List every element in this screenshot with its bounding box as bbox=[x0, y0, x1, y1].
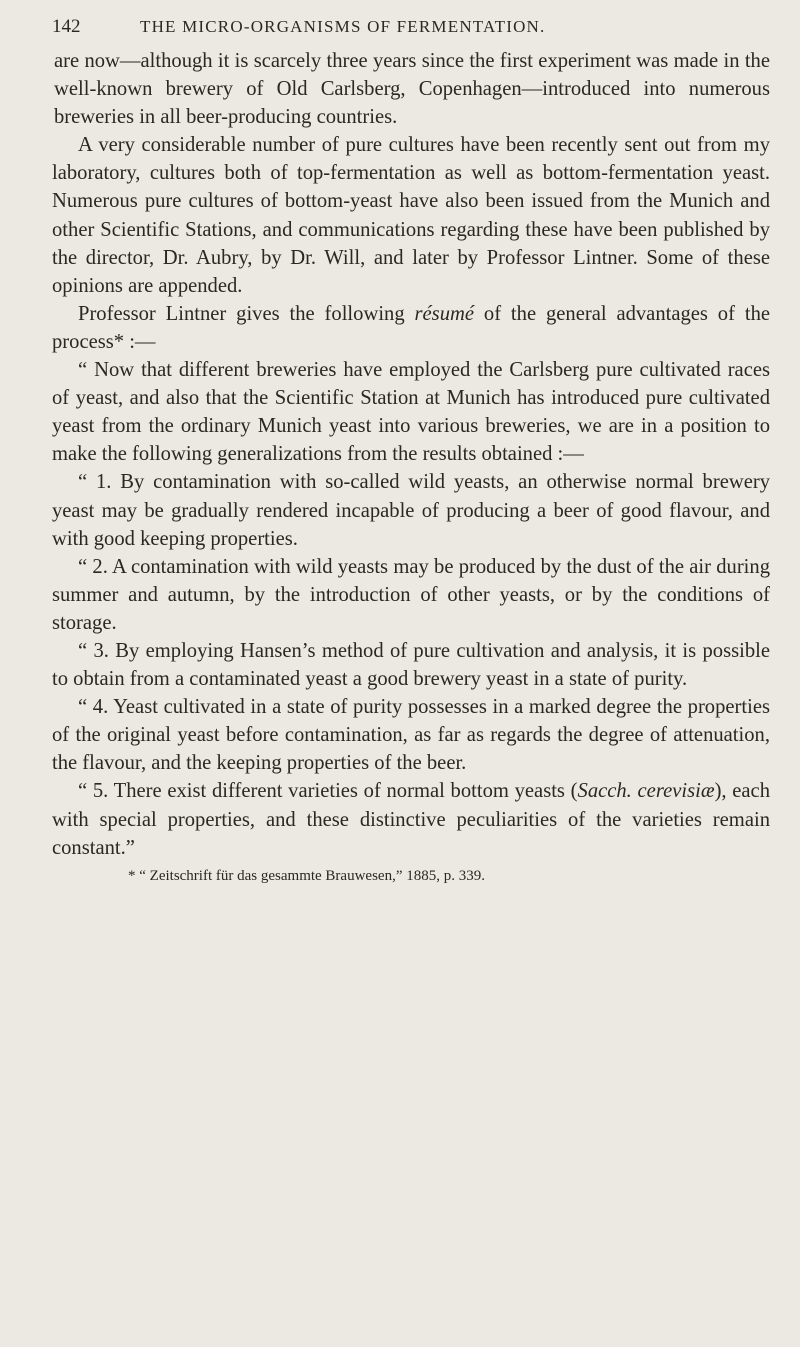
page-body bbox=[52, 47, 770, 862]
paragraph-continuation: are now—although it is scarcely three years since the first experiment was made in the well-known brewery of Old Carlsberg, Copenhagen—introduced into numerous breweries in all beer-producing countries. bbox=[54, 50, 770, 129]
list-item-2: “ 2. A contamination with wild yeasts may be produced by the dust of the air during summer and autumn, by the introduction of other yeasts, or by the conditions of storage. bbox=[52, 555, 770, 634]
text-run: of the general advantages of the process* :— bbox=[52, 302, 771, 353]
italic-run: résumé bbox=[414, 302, 475, 325]
text-run: “ 5. There exist different varieties of normal bottom yeasts ( bbox=[78, 780, 578, 803]
list-item-3: “ 3. By employing Hansen’s method of pure cultivation and analysis, it is possible to obtain from a contaminated yeast a good brewery yeast in a state of purity. bbox=[52, 639, 770, 691]
list-item-5 bbox=[52, 777, 770, 861]
running-title: THE MICRO-ORGANISMS OF FERMENTATION. bbox=[140, 17, 546, 36]
italic-run: Sacch. cerevisiæ bbox=[577, 780, 715, 803]
paragraph-quote-intro: “ Now that different breweries have employed the Carlsberg pure cultivated races of yeast, and also that the Scientific Station at Munich has introduced pure cultivated yeast from the ordinary Munich yeast into various breweries, we are in a position to make the following generalizations from the results obtained :— bbox=[52, 359, 770, 466]
list-item-1: “ 1. By contamination with so-called wild yeasts, an otherwise normal brewery yeast may be gradually rendered incapable of producing a beer of good flavour, and with good keeping properties. bbox=[52, 471, 770, 550]
text-run: ), each with special properties, and these distinctive peculiarities of the varieties remain constant.” bbox=[52, 780, 770, 859]
paragraph-lintner-intro bbox=[52, 300, 770, 356]
footnote: * “ Zeitschrift für das gesammte Brauwesen,” 1885, p. 339. bbox=[128, 867, 485, 884]
list-item-4: “ 4. Yeast cultivated in a state of purity possesses in a marked degree the properties of the original yeast before contamination, as far as regards the degree of attenuation, the flavour, and the keeping properties of the beer. bbox=[52, 696, 770, 775]
page-header bbox=[52, 16, 770, 38]
paragraph-pure-cultures: A very considerable number of pure cultures have been recently sent out from my laboratory, cultures both of top-fermentation as well as bottom-fermentation yeast. Numerous pure cultures of bottom-yeast have also been issued from the Munich and other Scientific Stations, and communications regarding these have been published by the director, Dr. Aubry, by Dr. Will, and later by Professor Lintner. Some of these opinions are appended. bbox=[52, 134, 770, 297]
page-number: 142 bbox=[52, 16, 81, 37]
text-run: Professor Lintner gives the following bbox=[78, 302, 415, 325]
